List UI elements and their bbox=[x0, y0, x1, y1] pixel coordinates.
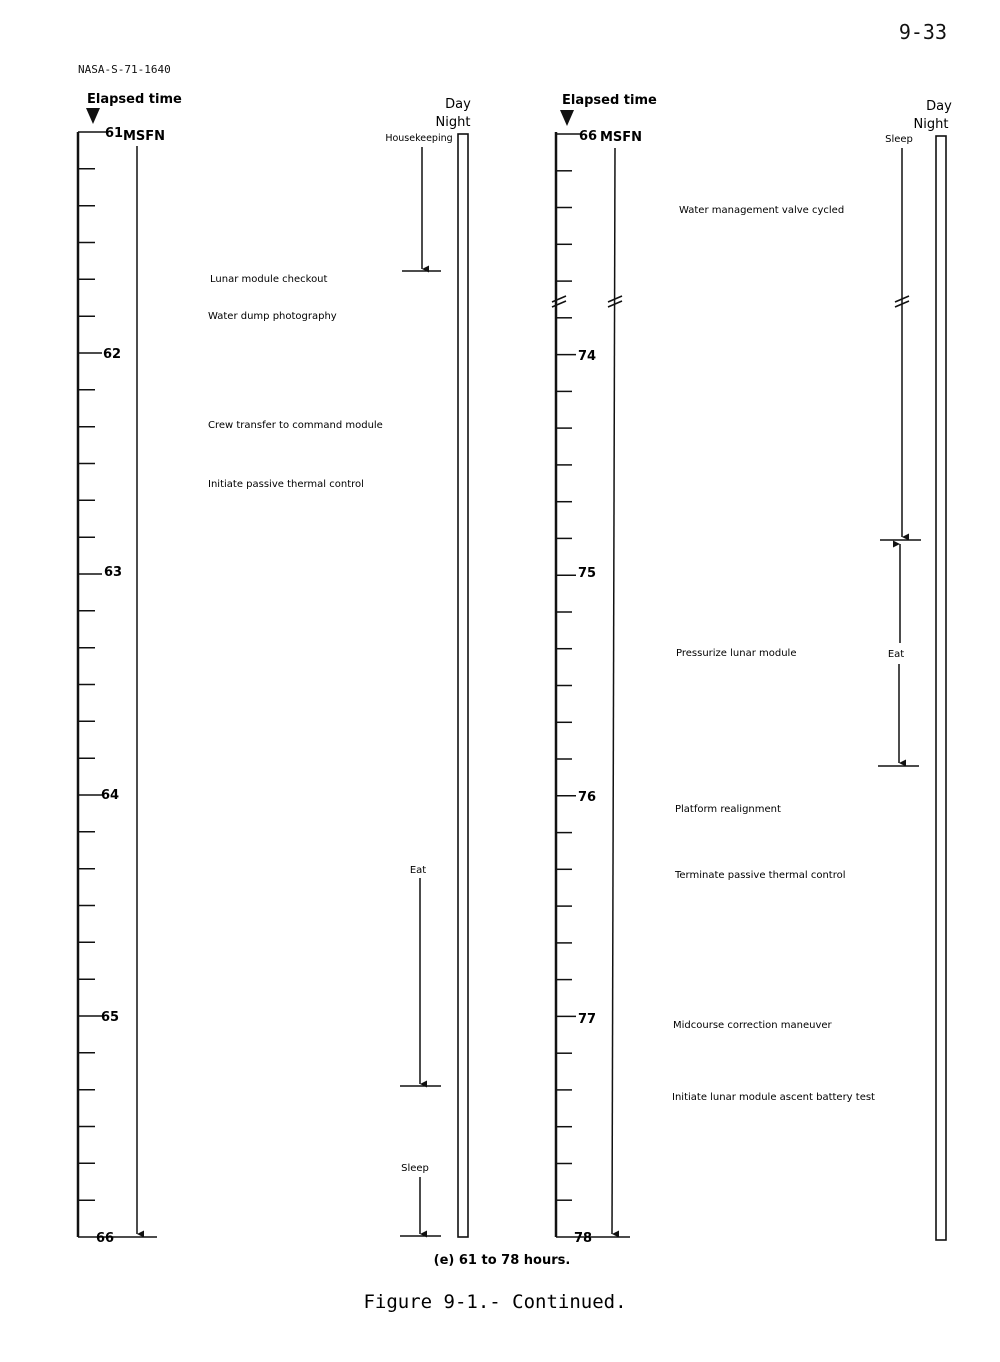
hour-label: 65 bbox=[101, 1010, 120, 1025]
event-label: Lunar module checkout bbox=[210, 274, 328, 285]
axis-minor-ticks bbox=[78, 132, 108, 1200]
axis-minor-ticks bbox=[556, 134, 582, 1200]
document-id: NASA-S-71-1640 bbox=[78, 63, 171, 76]
msfn-coverage-arrow bbox=[612, 148, 615, 1234]
event-label: Platform realignment bbox=[675, 804, 781, 815]
elapsed-time-label: Elapsed time bbox=[87, 92, 182, 107]
figure-caption: Figure 9-1.- Continued. bbox=[363, 1291, 627, 1313]
hour-label: 76 bbox=[578, 790, 597, 805]
elapsed-time-arrow-icon bbox=[86, 108, 100, 124]
activity-label: Sleep bbox=[885, 134, 913, 145]
hour-label: 62 bbox=[103, 347, 122, 362]
msfn-label: MSFN bbox=[600, 130, 643, 145]
hour-label: 77 bbox=[578, 1012, 597, 1027]
hour-label: 75 bbox=[578, 566, 597, 581]
hour-label: 61 bbox=[105, 126, 124, 141]
day-label: Day bbox=[926, 99, 952, 114]
day-night-bar bbox=[458, 134, 468, 1237]
right-timeline-panel bbox=[552, 93, 952, 1246]
event-label: Midcourse correction maneuver bbox=[673, 1020, 832, 1031]
hour-label: 78 bbox=[574, 1231, 593, 1246]
elapsed-time-label: Elapsed time bbox=[562, 93, 657, 108]
hour-label: 66 bbox=[96, 1231, 115, 1246]
left-timeline-panel bbox=[78, 92, 471, 1246]
hour-label: 63 bbox=[104, 565, 123, 580]
event-label: Crew transfer to command module bbox=[208, 420, 383, 431]
hour-label: 66 bbox=[579, 129, 598, 144]
event-label: Terminate passive thermal control bbox=[675, 870, 846, 881]
event-label: Initiate passive thermal control bbox=[208, 479, 364, 490]
activity-label: Sleep bbox=[401, 1163, 429, 1174]
page-number: 9-33 bbox=[898, 20, 947, 44]
hour-label: 74 bbox=[578, 349, 597, 364]
time-break-mark bbox=[552, 296, 566, 307]
day-label: Day bbox=[445, 97, 471, 112]
figure-subcaption: (e) 61 to 78 hours. bbox=[433, 1253, 571, 1268]
night-label: Night bbox=[435, 115, 471, 130]
night-label: Night bbox=[913, 117, 949, 132]
hour-label: 64 bbox=[101, 788, 120, 803]
event-label: Water dump photography bbox=[208, 311, 337, 322]
elapsed-time-arrow-icon bbox=[560, 110, 574, 126]
event-label: Pressurize lunar module bbox=[676, 648, 797, 659]
activity-label: Eat bbox=[887, 649, 905, 660]
activity-label: Housekeeping bbox=[385, 133, 453, 144]
day-night-bar bbox=[936, 136, 946, 1240]
msfn-label: MSFN bbox=[123, 129, 166, 144]
event-label: Initiate lunar module ascent battery test bbox=[672, 1092, 875, 1103]
event-label: Water management valve cycled bbox=[679, 205, 845, 216]
activity-label: Eat bbox=[409, 865, 427, 876]
